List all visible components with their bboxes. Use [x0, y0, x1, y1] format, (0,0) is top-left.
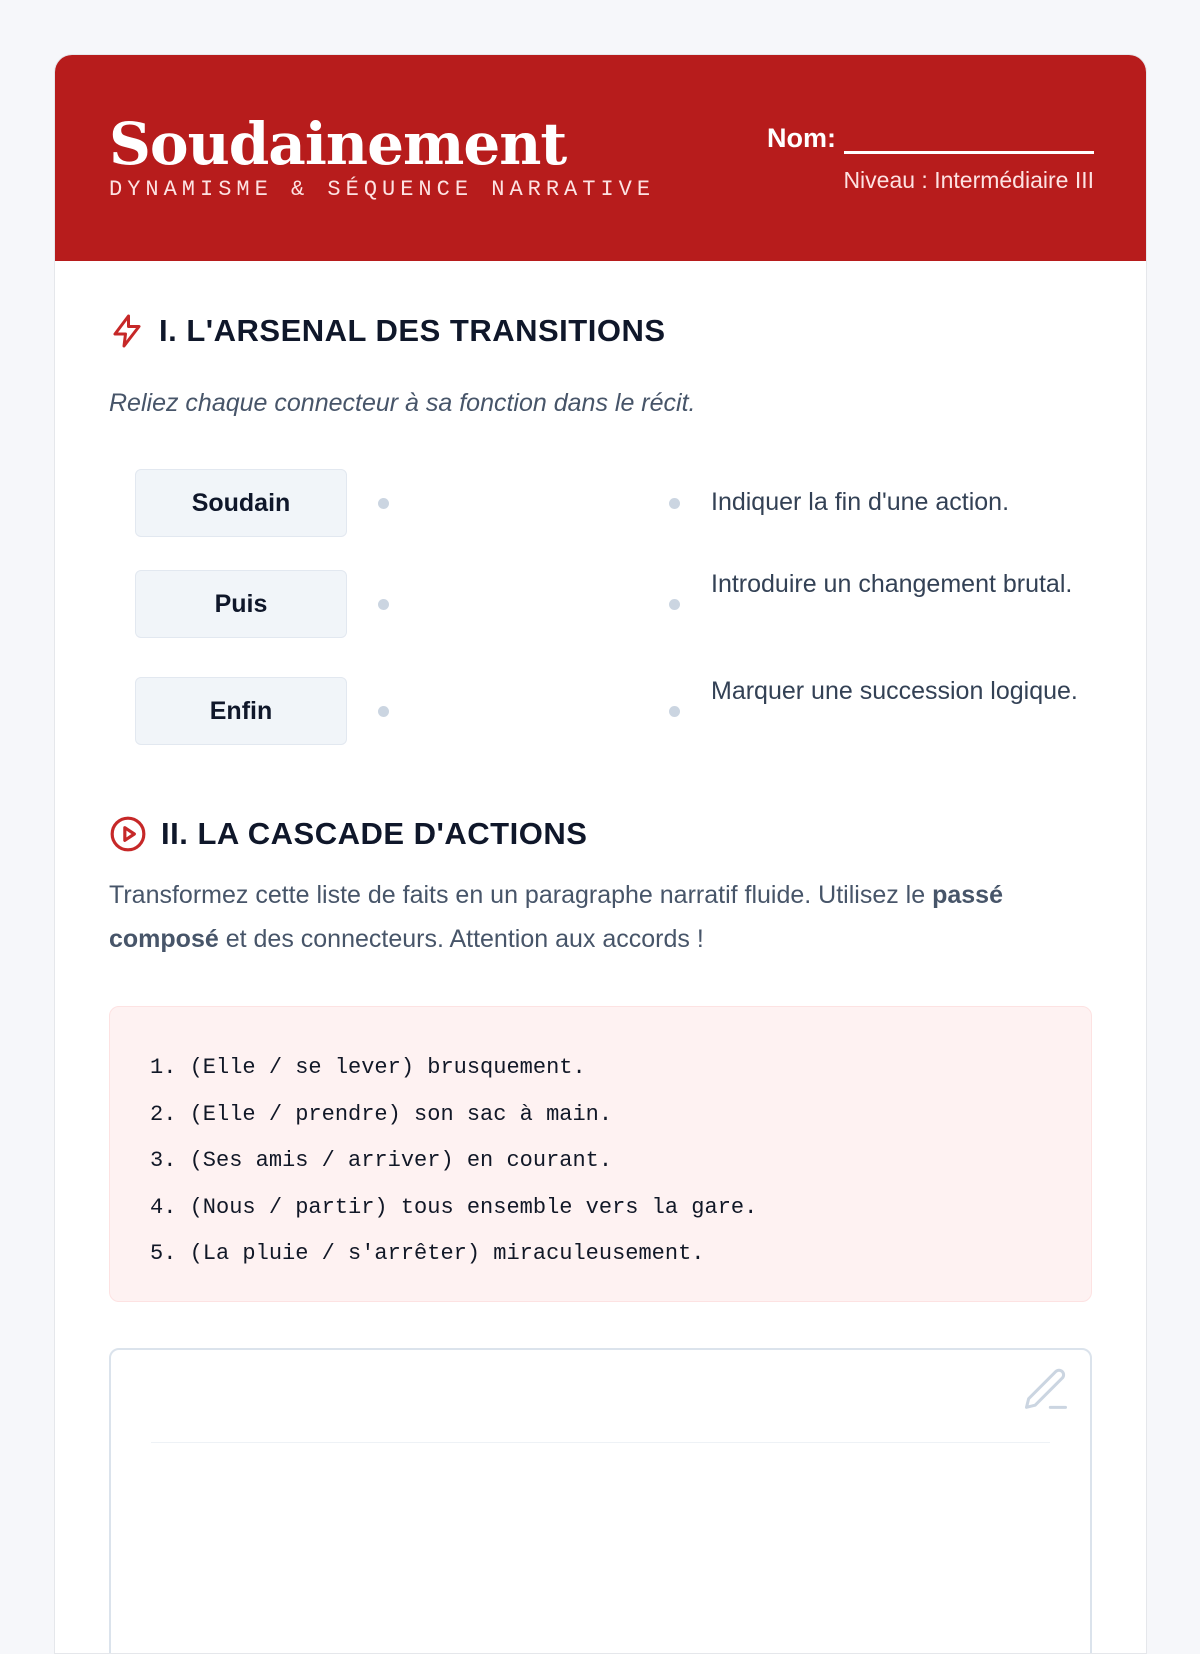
pencil-icon [1020, 1364, 1072, 1416]
worksheet-subtitle: DYNAMISME & SÉQUENCE NARRATIVE [109, 177, 656, 202]
left-connect-dot[interactable] [378, 498, 389, 509]
writing-line [151, 1442, 1050, 1443]
fact-item: 2. (Elle / prendre) son sac à main. [150, 1101, 613, 1127]
worksheet-title: Soudainement [109, 110, 567, 178]
instruction-text: Transformez cette liste de faits en un paragraphe narratif fluide. Utilisez le [109, 881, 933, 909]
connector-word-box[interactable]: Soudain [135, 469, 347, 537]
facts-list-box [109, 1006, 1092, 1302]
connector-word-box[interactable]: Puis [135, 570, 347, 638]
section-1-instruction: Reliez chaque connecteur à sa fonction dans le récit. [109, 389, 696, 417]
section-2-heading: II. LA CASCADE D'ACTIONS [161, 816, 588, 851]
instruction-text-end: et des connecteurs. Attention aux accords ! [218, 925, 704, 953]
answer-writing-area[interactable] [109, 1348, 1092, 1654]
facts-list [150, 1045, 1051, 1278]
left-connect-dot[interactable] [378, 599, 389, 610]
connector-word-box[interactable]: Enfin [135, 677, 347, 745]
left-connect-dot[interactable] [378, 706, 389, 717]
worksheet-header [55, 55, 1146, 261]
level-label: Niveau : Intermédiaire III [843, 167, 1094, 193]
function-definition: Marquer une succession logique. [711, 677, 1078, 705]
lightning-icon [109, 312, 145, 350]
section-1-title [109, 312, 666, 350]
function-definition: Introduire un changement brutal. [711, 570, 1073, 598]
worksheet-card [54, 54, 1147, 1654]
fact-item: 3. (Ses amis / arriver) en courant. [150, 1148, 613, 1173]
play-circle-icon [109, 815, 147, 853]
name-label: Nom: [767, 123, 836, 153]
right-connect-dot[interactable] [669, 599, 680, 610]
name-blank[interactable] [844, 130, 1094, 154]
right-connect-dot[interactable] [669, 498, 680, 509]
instruction-emphasis: passé composé [109, 881, 1003, 953]
name-field[interactable] [767, 123, 1094, 154]
fact-item: 1. (Elle / se lever) brusquement. [150, 1055, 586, 1080]
section-1-heading: I. L'ARSENAL DES TRANSITIONS [159, 313, 666, 348]
section-2-title [109, 815, 587, 853]
fact-item: 5. (La pluie / s'arrêter) miraculeusement. [150, 1241, 705, 1266]
right-connect-dot[interactable] [669, 706, 680, 717]
function-definition: Indiquer la fin d'une action. [711, 488, 1010, 516]
section-2-instruction [109, 873, 1099, 961]
fact-item: 4. (Nous / partir) tous ensemble vers la gare. [150, 1194, 758, 1220]
